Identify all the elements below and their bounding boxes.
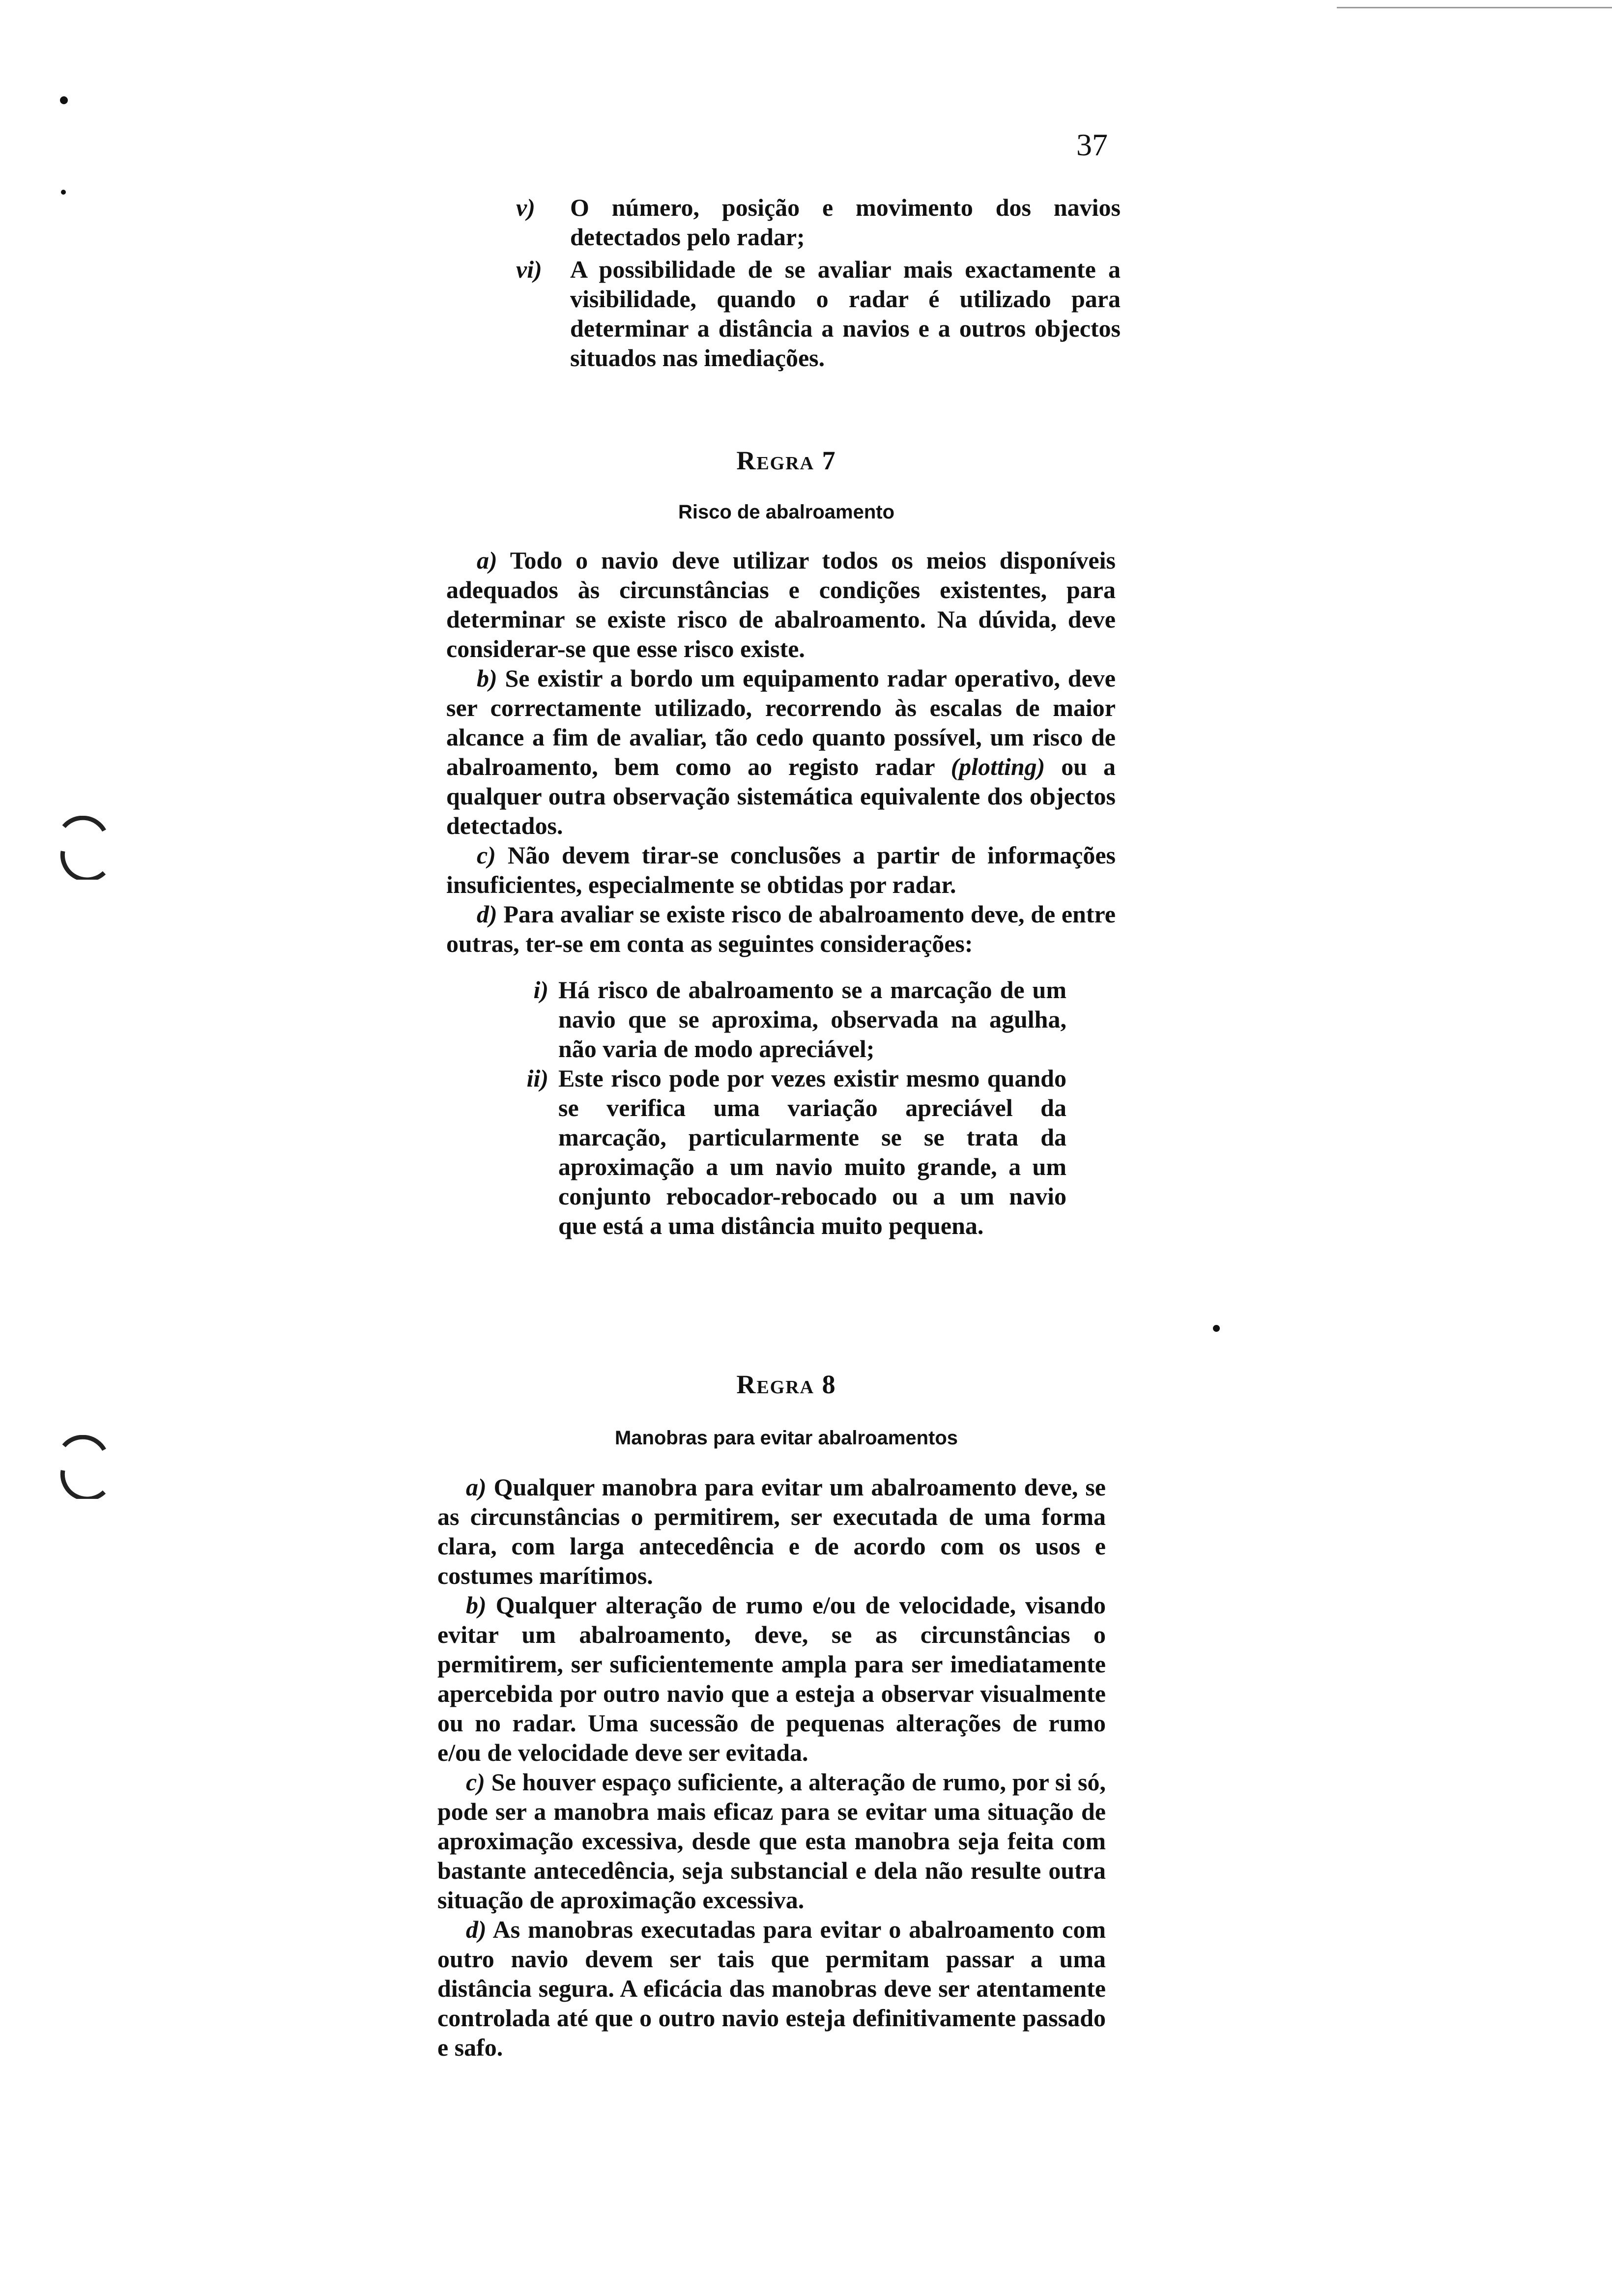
paragraph-label: a) [477,546,497,574]
paragraph-text: As manobras executadas para evitar o abalroamento com outro navio devem ser tais que permitam passar a uma distância segura. A eficácia das manobras deve ser atentamente controlada até que o outro navio esteja definitivamente passado e safo. [437,1916,1106,2061]
top-edge-rule [1337,7,1612,8]
rule7-paragraph-c [446,840,1116,899]
rule7-paragraph-d [446,899,1116,958]
rule7-paragraph-b [446,663,1116,840]
rule8-paragraph-a [437,1472,1106,1590]
paragraph-label: c) [477,841,496,869]
list-item [497,1063,1066,1240]
paragraph-label: d) [477,900,497,928]
rule7-body [446,545,1116,1240]
rule7-paragraph-a [446,545,1116,663]
paragraph-label: c) [466,1768,485,1796]
list-item-label: vi) [516,256,542,283]
scan-dot [61,190,66,195]
rule8-paragraph-d [437,1915,1106,2062]
rule8-paragraph-c [437,1767,1106,1915]
page-number: 37 [1076,127,1108,162]
paragraph-label: d) [466,1916,487,1943]
plotting-term: (plotting) [950,753,1045,780]
top-list [501,193,1121,373]
rule8-subtitle: Manobras para evitar abalroamentos [614,1427,958,1449]
list-item [501,255,1121,373]
paragraph-text: Qualquer alteração de rumo e/ou de velocidade, visando evitar um abalroamento, deve, se as circunstâncias o permitirem, ser suficientemente ampla para ser imediatamente apercebida por outro navio que a esteja a observar visualmente ou no radar. Uma sucessão de pequenas alterações de rumo e/ou de velocidade deve ser evitada. [437,1591,1106,1766]
paragraph-text: Se existir a bordo um equipamento radar operativo, deve ser correctamente utilizado, recorrendo às escalas de maior alcance a fim de avaliar, tão cedo quanto possível, um risco de abalroamento, bem como ao registo radar [446,664,1116,780]
list-item-text: O número, posição e movimento dos navios detectados pelo radar; [570,194,1121,251]
rule7-subtitle: Risco de abalroamento [678,501,895,523]
list-item-text: A possibilidade de se avaliar mais exactamente a visibilidade, quando o radar é utilizado para determinar a distância a navios e a outros objectos situados nas imediações. [570,256,1121,372]
list-item-text: Este risco pode por vezes existir mesmo quando se verifica uma variação apreciável da marcação, particularmente se se trata da aproximação a um navio muito grande, a um conjunto rebocador-rebocado ou a um navio que está a uma distância muito pequena. [558,1064,1066,1239]
paragraph-label: b) [477,664,497,692]
rule8-title: Regra 8 [736,1370,836,1399]
list-item-label: v) [516,194,535,221]
scan-dot [1213,1325,1220,1332]
list-item-label: ii) [526,1064,548,1092]
punch-hole-mark [57,1435,111,1499]
list-item-label: i) [533,976,548,1004]
paragraph-text: Para avaliar se existe risco de abalroamento deve, de entre outras, ter-se em conta as seguintes considerações: [446,900,1116,957]
paragraph-text: Qualquer manobra para evitar um abalroamento deve, se as circunstâncias o permitirem, ser executada de uma forma clara, com larga antecedência e de acordo com os usos e costumes marítimos. [437,1473,1106,1589]
punch-hole-mark [57,816,111,880]
scan-dot [60,96,68,104]
list-item [501,193,1121,252]
paragraph-text: Se houver espaço suficiente, a alteração de rumo, por si só, pode ser a manobra mais eficaz para se evitar uma situação de aproximação excessiva, desde que esta manobra seja feita com bastante antecedência, seja substancial e dela não resulte outra situação de aproximação excessiva. [437,1768,1106,1914]
list-item [497,975,1066,1063]
paragraph-label: a) [466,1473,487,1501]
rule7-title: Regra 7 [736,446,836,475]
paragraph-label: b) [466,1591,487,1619]
rule8-paragraph-b [437,1590,1106,1767]
rule7-subitems [497,975,1066,1240]
paragraph-text: ou a qualquer outra observação sistemática equivalente dos objectos detectados. [446,753,1116,839]
paragraph-text: Todo o navio deve utilizar todos os meios disponíveis adequados às circunstâncias e condições existentes, para determinar se existe risco de abalroamento. Na dúvida, deve considerar-se que esse risco existe. [446,546,1116,662]
paragraph-text: Não devem tirar-se conclusões a partir de informações insuficientes, especialmente se obtidas por radar. [446,841,1116,898]
list-item-text: Há risco de abalroamento se a marcação de um navio que se aproxima, observada na agulha, não varia de modo apreciável; [558,976,1066,1062]
rule8-body [437,1472,1106,2062]
